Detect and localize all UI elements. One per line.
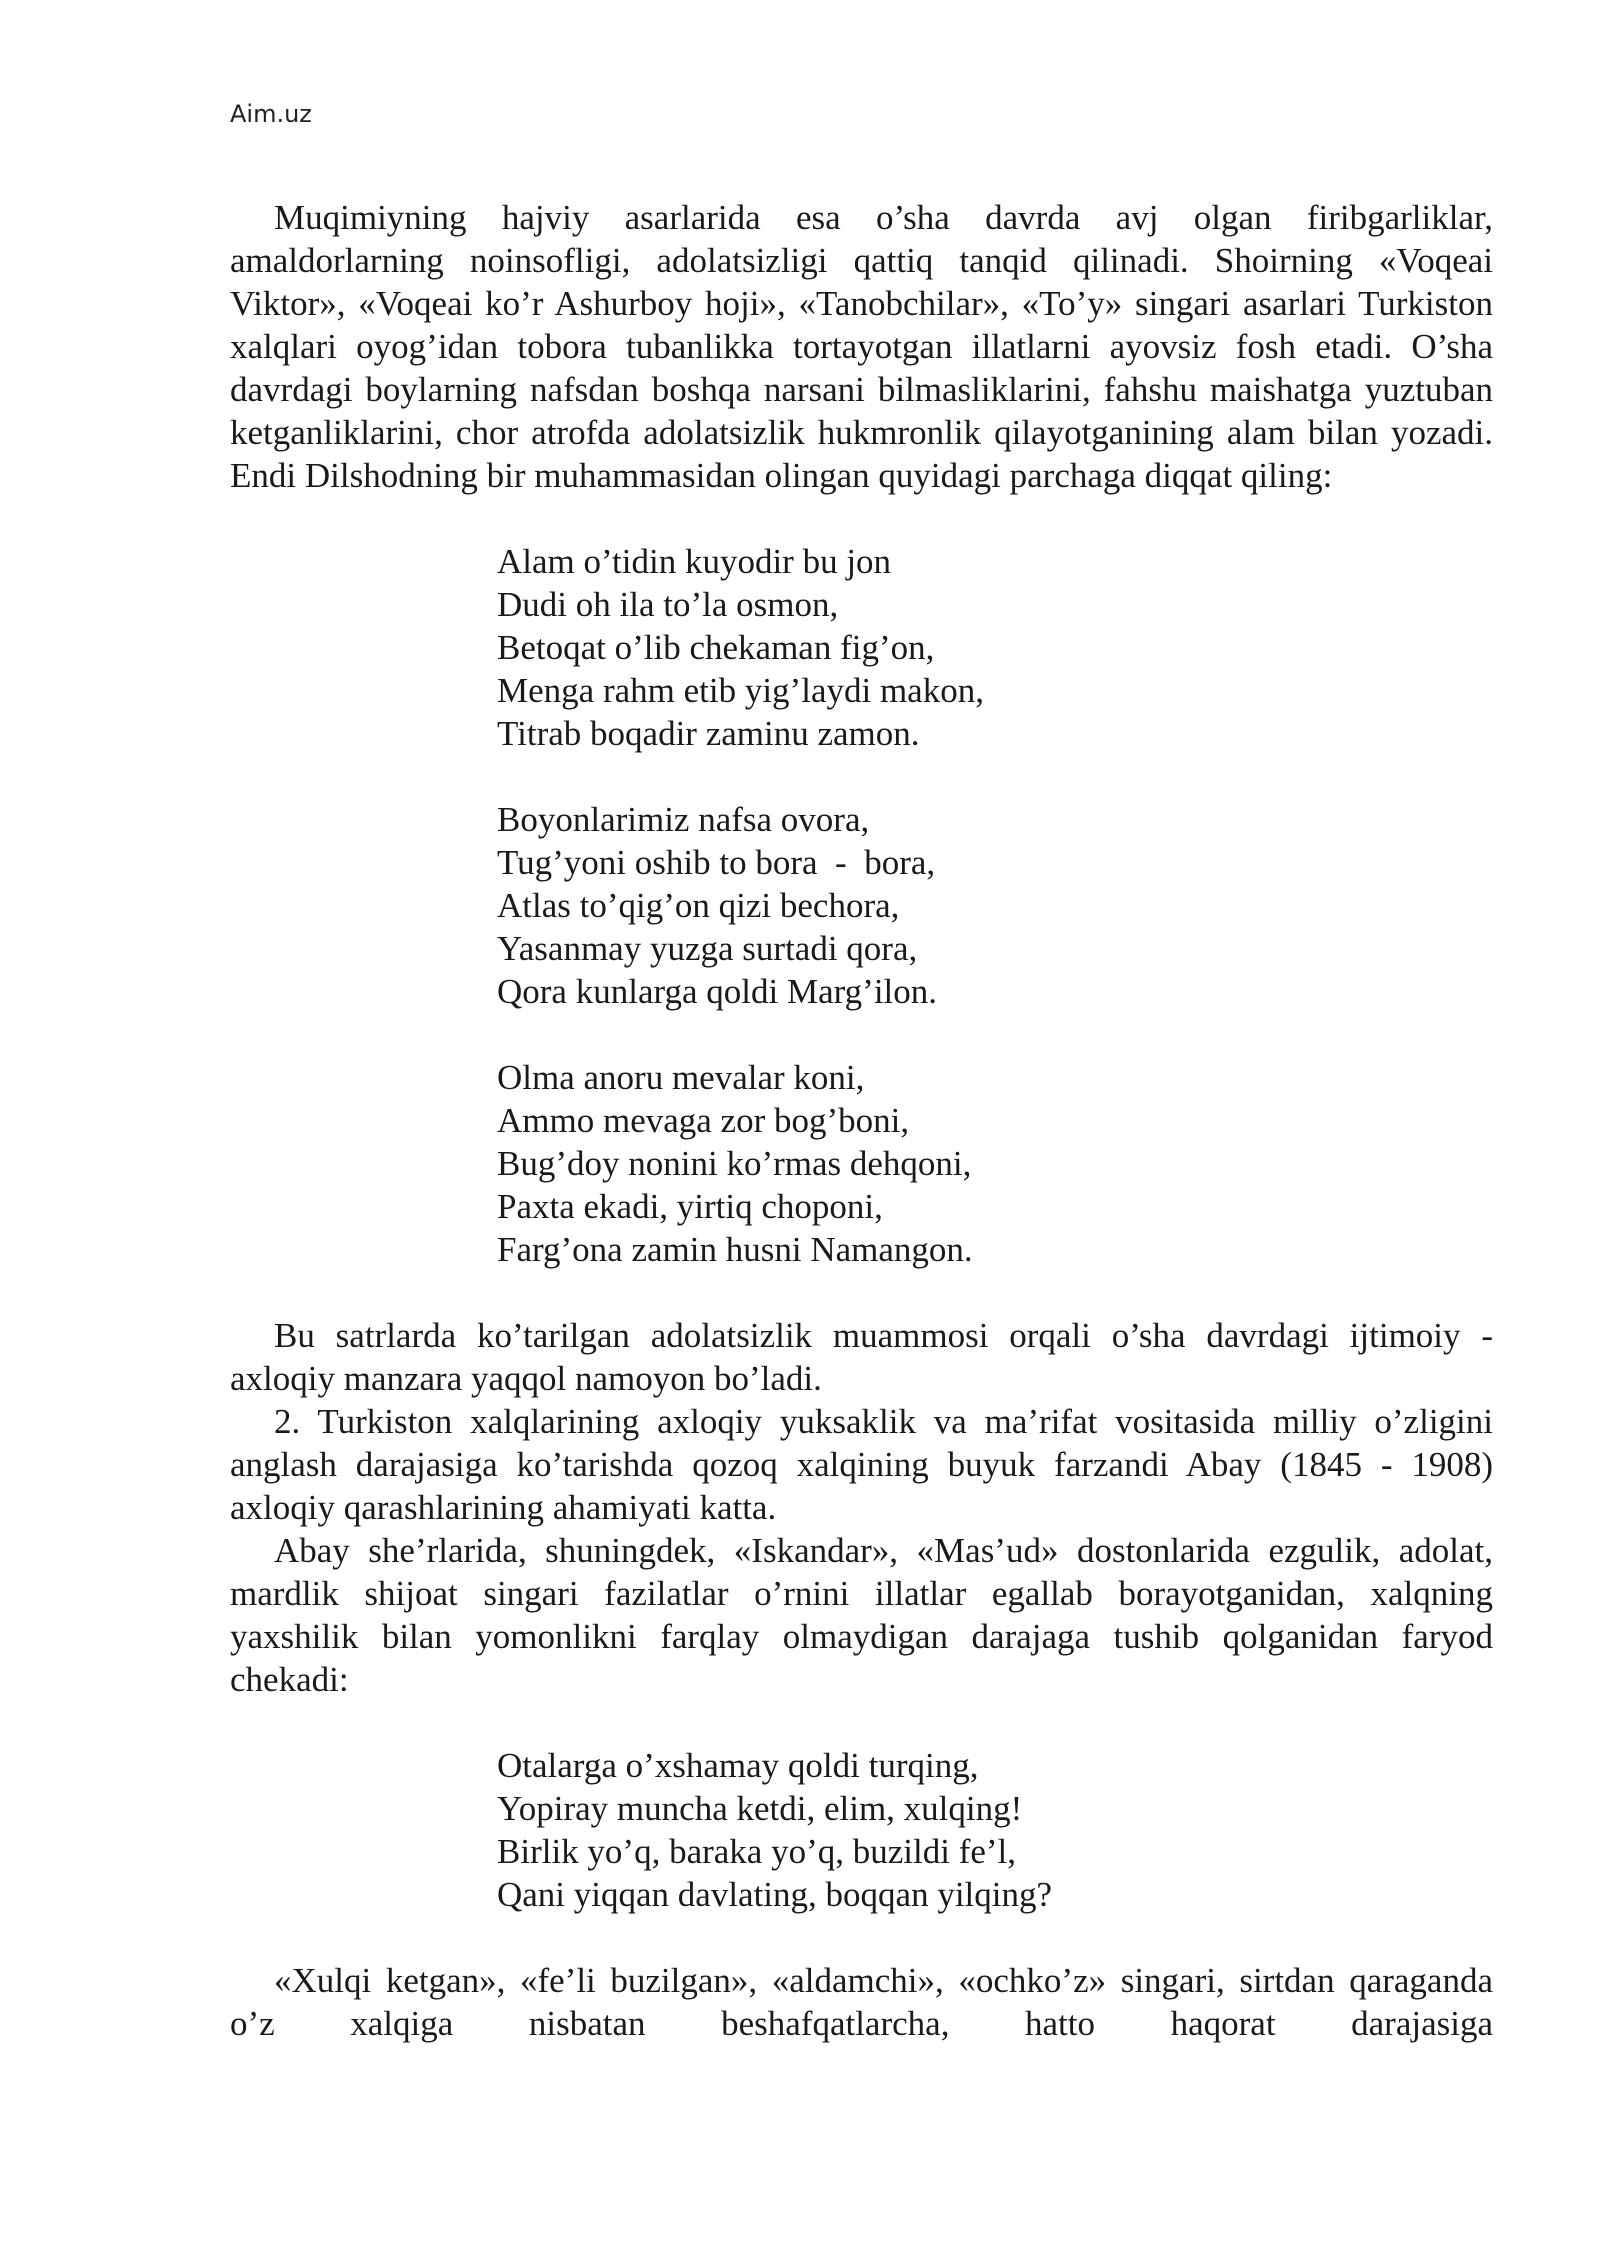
verse-line: Yasanmay yuzga surtadi qora,: [497, 929, 918, 968]
paragraph-abay-works: Abay she’rlarida, shuningdek, «Iskandar», «Mas’ud» dostonlarida ezgulik, adolat, mardlik shijoat singari fazilatlar o’rnini illatlar egallab borayotganidan, xalqning yaxshilik bilan yomonlikni farqlay olmaydigan darajaga tushib qolganidan faryod chekadi:: [230, 1531, 1493, 1699]
verse-line: Dudi oh ila to’la osmon,: [497, 585, 839, 624]
verse-line: Bug’doy nonini ko’rmas dehqoni,: [497, 1144, 972, 1183]
verse-line: Olma anoru mevalar koni,: [497, 1058, 865, 1097]
poem-dilshod: [497, 540, 1493, 1271]
verse-line: Titrab boqadir zaminu zamon.: [497, 714, 920, 753]
verse-line: Betoqat o’lib chekaman fig’on,: [497, 628, 935, 667]
verse-line: Qora kunlarga qoldi Marg’ilon.: [497, 972, 938, 1011]
document-body: [230, 196, 1493, 2045]
verse-line: Birlik yo’q, baraka yo’q, buzildi fe’l,: [497, 1832, 1017, 1871]
poem-stanza: [497, 798, 1493, 1013]
verse-line: Alam o’tidin kuyodir bu jon: [497, 542, 892, 581]
verse-line: Otalarga o’xshamay qoldi turqing,: [497, 1746, 979, 1785]
verse-line: Boyonlarimiz nafsa ovora,: [497, 800, 870, 839]
paragraph-abay-intro: 2. Turkiston xalqlarining axloqiy yuksaklik va ma’rifat vositasida milliy o’zligini anglash darajasiga ko’tarishda qozoq xalqining buyuk farzandi Abay (1845 - 1908) axloqiy qarashlarining ahamiyati katta.: [230, 1402, 1493, 1527]
paragraph-xulqi: «Xulqi ketgan», «fe’li buzilgan», «aldamchi», «ochko’z» singari, sirtdan qaraganda o’z xalqiga nisbatan beshafqatlarcha, hatto haqorat darajasiga: [230, 1961, 1493, 2043]
poem-abay: [497, 1744, 1493, 1916]
verse-line: Menga rahm etib yig’laydi makon,: [497, 671, 984, 710]
verse-line: Farg’ona zamin husni Namangon.: [497, 1230, 973, 1269]
verse-line: Atlas to’qig’on qizi bechora,: [497, 886, 900, 925]
verse-line: Tug’yoni oshib to bora - bora,: [497, 843, 936, 882]
poem-stanza: [497, 540, 1493, 755]
paragraph-muqimiy: Muqimiyning hajviy asarlarida esa o’sha davrda avj olgan firibgarliklar, amaldorlarning noinsofligi, adolatsizligi qattiq tanqid qilinadi. Shoirning «Voqeai Viktor», «Voqeai ko’r Ashurboy hoji», «Tanobchilar», «To’y» singari asarlari Turkiston xalqlari oyog’idan tobora tubanlikka tortayotgan illatlarni ayovsiz fosh etadi. O’sha davrdagi boylarning nafsdan boshqa narsani bilmasliklarini, fahshu maishatga yuztuban ketganliklarini, chor atrofda adolatsizlik hukmronlik qilayotganining alam bilan yozadi. Endi Dilshodning bir muhammasidan olingan quyidagi parchaga diqqat qiling:: [230, 198, 1493, 495]
verse-line: Ammo mevaga zor bog’boni,: [497, 1101, 910, 1140]
paragraph-summary: Bu satrlarda ko’tarilgan adolatsizlik muammosi orqali o’sha davrdagi ijtimoiy - axloqiy manzara yaqqol namoyon bo’ladi.: [230, 1316, 1493, 1398]
page-header-site: Aim.uz: [230, 100, 312, 128]
verse-line: Paxta ekadi, yirtiq choponi,: [497, 1187, 883, 1226]
verse-line: Qani yiqqan davlating, boqqan yilqing?: [497, 1875, 1053, 1914]
verse-line: Yopiray muncha ketdi, elim, xulqing!: [497, 1789, 1023, 1828]
poem-stanza: [497, 1744, 1493, 1916]
poem-stanza: [497, 1056, 1493, 1271]
